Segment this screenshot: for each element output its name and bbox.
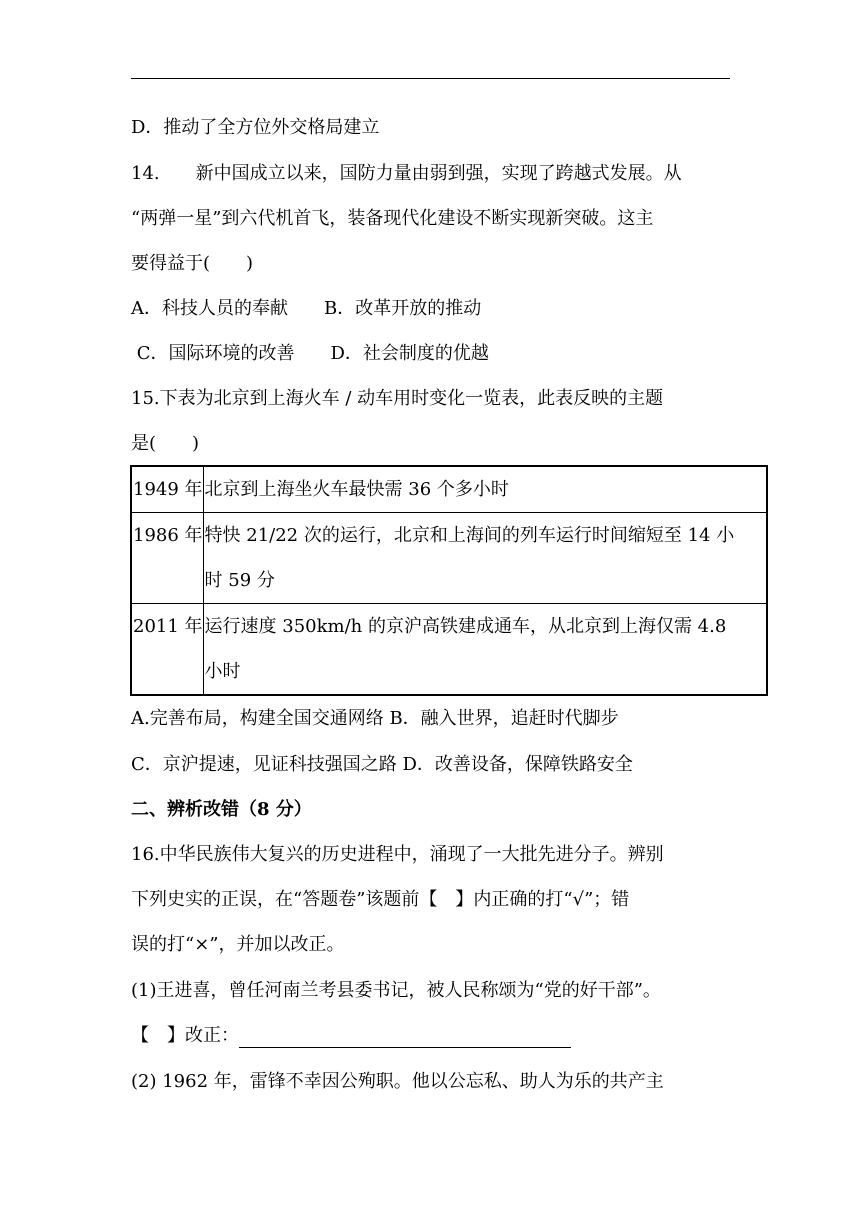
q15-timetable [130,465,768,696]
table-event-line: 北京到上海坐火车最快需 36 个多小时 [204,479,509,500]
q15-stem-line-2: 是( ) [131,433,200,454]
table-year-cell: 2011 年 [131,604,203,696]
q16-stem-line-1: 16.中华民族伟大复兴的历史进程中，涌现了一大批先进分子。辨别 [131,844,664,865]
answer-label: 【 】改正： [131,1025,239,1046]
table-event-line: 小时 [204,661,241,682]
q14-stem-line-2: “两弹一星”到六代机首飞，装备现代化建设不断实现新突破。这主 [131,208,654,229]
q14-options-cd: C．国际环境的改善 D．社会制度的优越 [131,343,489,364]
q16-item-2: (2) 1962 年，雷锋不幸因公殉职。他以公忘私、助人为乐的共产主 [131,1071,664,1092]
q16-stem-line-3: 误的打“×”，并加以改正。 [131,934,345,955]
q16-item-1: (1)王进喜，曾任河南兰考县委书记，被人民称颂为“党的好干部”。 [131,980,661,1001]
q15-options-ab: A.完善布局，构建全国交通网络 B．融入世界，追赶时代脚步 [131,708,619,729]
q13-option-d: D．推动了全方位外交格局建立 [131,117,380,138]
table-row [131,513,767,604]
q15-stem-line-1: 15.下表为北京到上海火车 / 动车用时变化一览表，此表反映的主题 [131,388,664,409]
table-event-cell [203,466,767,513]
q16-stem-line-2: 下列史实的正误，在“答题卷”该题前【 】内正确的打“√”；错 [131,889,630,910]
table-event-line: 运行速度 350km/h 的京沪高铁建成通车，从北京到上海仅需 4.8 [204,616,727,637]
header-rule [131,78,730,79]
table-year-cell: 1986 年 [131,513,203,604]
answer-blank-line[interactable] [239,1025,571,1048]
q16-item-1-answer [131,1024,571,1048]
section-2-title: 二、辨析改错（8 分） [131,799,312,820]
table-event-cell [203,513,767,604]
q15-options-cd: C．京沪提速，见证科技强国之路 D．改善设备，保障铁路安全 [131,754,633,775]
q14-options-ab: A．科技人员的奉献 B．改革开放的推动 [131,298,482,319]
table-year-cell: 1949 年 [131,466,203,513]
table-row [131,604,767,696]
table-event-cell [203,604,767,696]
table-event-line: 特快 21/22 次的运行，北京和上海间的列车运行时间缩短至 14 小 [204,525,735,546]
q14-stem-line-1: 14. 新中国成立以来，国防力量由弱到强，实现了跨越式发展。从 [131,163,682,184]
table-row [131,466,767,513]
q14-stem-line-3: 要得益于( ) [131,253,254,274]
table-event-line: 时 59 分 [204,570,275,591]
